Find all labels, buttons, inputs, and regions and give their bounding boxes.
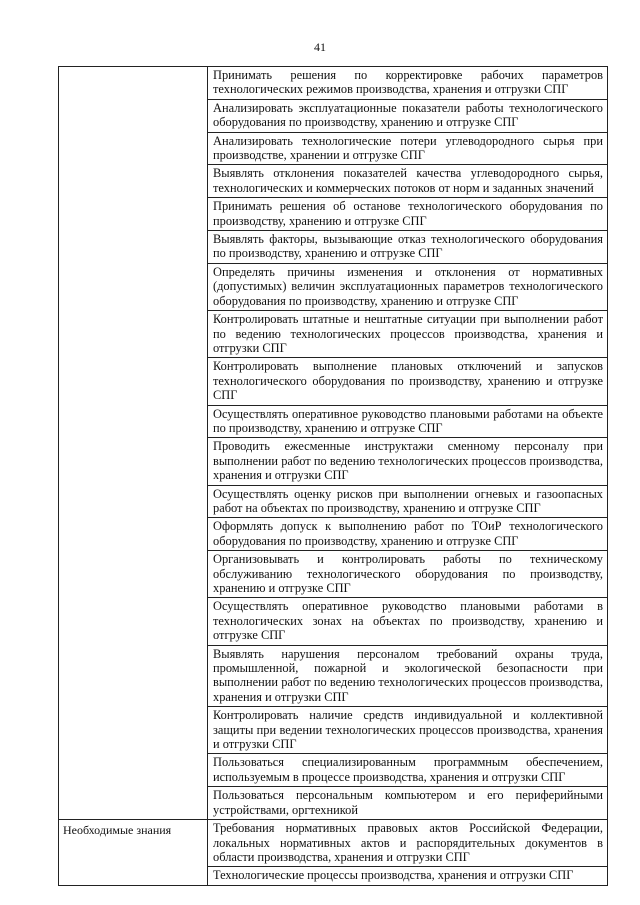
list-item: Выявлять отклонения показателей качества углеводородного сырья, технологических и коммерческих потоков от норм и заданных значений	[208, 165, 607, 198]
row-items	[208, 820, 608, 886]
row-items	[208, 67, 608, 820]
row-label: Необходимые знания	[59, 820, 208, 886]
list-item: Осуществлять оперативное руководство плановыми работами на объекте по производству, хранению и отгрузке СПГ	[208, 406, 607, 439]
page-number: 41	[314, 40, 326, 54]
list-item: Оформлять допуск к выполнению работ по ТОиР технологического оборудования по производству, хранению и отгрузке СПГ	[208, 518, 607, 551]
list-item: Осуществлять оценку рисков при выполнении огневых и газоопасных работ на объектах по производству, хранению и отгрузке СПГ	[208, 486, 607, 519]
list-item: Анализировать технологические потери углеводородного сырья при производстве, хранении и отгрузке СПГ	[208, 133, 607, 166]
list-item: Контролировать наличие средств индивидуальной и коллективной защиты при ведении технологических процессов производства, хранения и отгрузки СПГ	[208, 707, 607, 754]
list-item: Технологические процессы производства, хранения и отгрузки СПГ	[213, 868, 574, 883]
list-item: Пользоваться специализированным программным обеспечением, используемым в процессе производства, хранения и отгрузки СПГ	[208, 754, 607, 787]
list-item: Контролировать выполнение плановых отключений и запусков технологического оборудования по производству, хранению и отгрузке СПГ	[208, 358, 607, 405]
list-item: Выявлять факторы, вызывающие отказ технологического оборудования по производству, хранению и отгрузке СПГ	[208, 231, 607, 264]
skills-knowledge-table	[58, 66, 608, 886]
list-item: Осуществлять оперативное руководство плановыми работами в технологических зонах на объектах по производству, хранению и отгрузке СПГ	[208, 598, 607, 645]
table-row	[59, 820, 608, 886]
list-item: Пользоваться персональным компьютером и его периферийными устройствами, оргтехникой	[213, 788, 603, 817]
list-item: Организовывать и контролировать работы по техническому обслуживанию технологического оборудования по производству, хранению и отгрузке СПГ	[208, 551, 607, 598]
list-item: Требования нормативных правовых актов Российской Федерации, локальных нормативных актов и распорядительных документов в области производства, хранения и отгрузки СПГ	[208, 820, 607, 867]
list-item: Проводить ежесменные инструктажи сменному персоналу при выполнении работ по ведению технологических процессов производства, хранения и отгрузки СПГ	[208, 438, 607, 485]
list-item: Анализировать эксплуатационные показатели работы технологического оборудования по производству, хранению и отгрузке СПГ	[208, 100, 607, 133]
list-item: Контролировать штатные и нештатные ситуации при выполнении работ по ведению технологических процессов производства, хранения и отгрузки СПГ	[208, 311, 607, 358]
list-item: Определять причины изменения и отклонения от нормативных (допустимых) величин эксплуатационных параметров технологического оборудования по производству, хранению и отгрузке СПГ	[208, 264, 607, 311]
list-item: Принимать решения об останове технологического оборудования по производству, хранению и отгрузке СПГ	[208, 198, 607, 231]
table-row	[59, 67, 608, 820]
list-item: Выявлять нарушения персоналом требований охраны труда, промышленной, пожарной и экологической безопасности при выполнении работ по ведению технологических процессов производства, хранения и отгрузки СПГ	[208, 646, 607, 708]
row-label	[59, 67, 208, 820]
list-item: Принимать решения по корректировке рабочих параметров технологических режимов производства, хранения и отгрузки СПГ	[208, 67, 607, 100]
table-body	[59, 67, 608, 886]
